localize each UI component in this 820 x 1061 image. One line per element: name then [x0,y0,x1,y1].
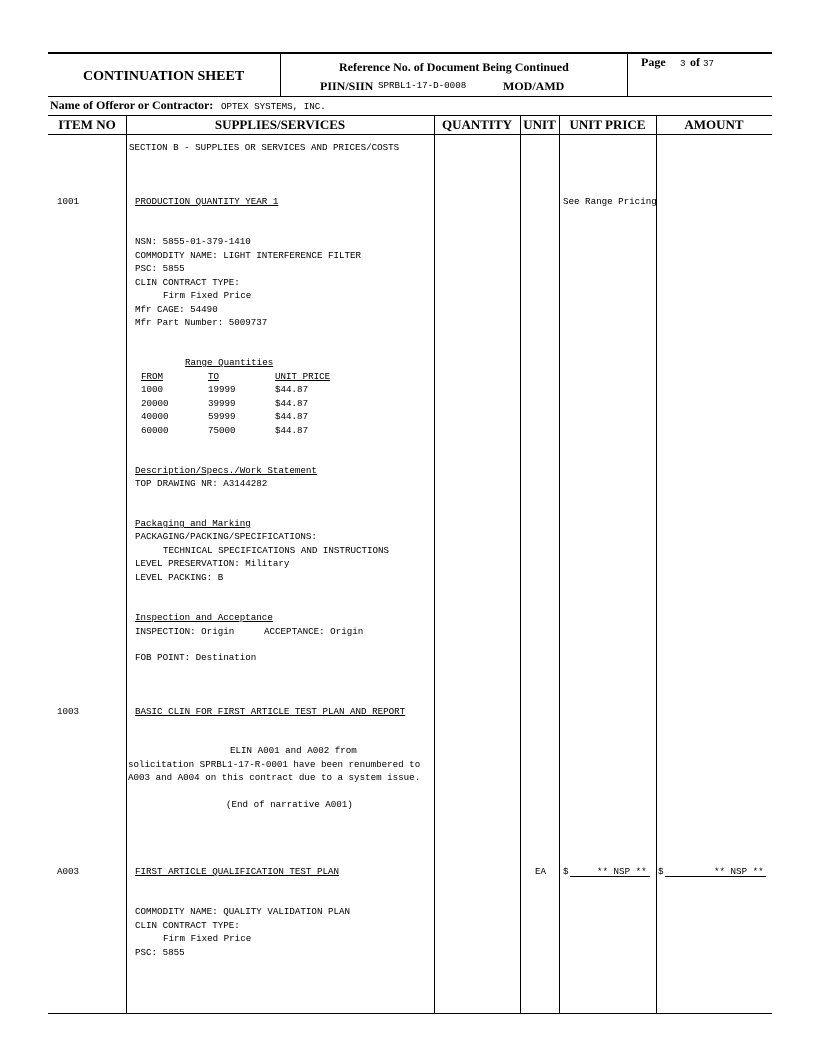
narrative-line-1: ELIN A001 and A002 from [230,745,357,756]
item-a003-psc: PSC: 5855 [135,947,185,958]
piin-label: PIIN/SIIN [320,79,374,93]
item-a003-unit: EA [535,866,547,877]
page-label: Page [641,55,666,69]
range-row-from: 40000 [141,411,169,422]
col-rule-2 [434,115,435,1013]
item-a003-title: FIRST ARTICLE QUALIFICATION TEST PLAN [135,866,339,877]
header-bottom-rule [48,96,772,97]
item-1001-mfr-part: Mfr Part Number: 5009737 [135,317,268,328]
range-row-to: 19999 [208,384,236,395]
acceptance: ACCEPTANCE: Origin [264,626,364,637]
col-amount: AMOUNT [684,117,744,132]
range-header-from: FROM [141,371,164,382]
item-a003-clin-type: Firm Fixed Price [163,933,252,944]
header-divider-2 [627,52,628,96]
range-row-from: 60000 [141,425,169,436]
columns-top-rule [48,115,772,116]
item-1001-commodity: COMMODITY NAME: LIGHT INTERFERENCE FILTER [135,250,362,261]
item-1001-psc: PSC: 5855 [135,263,185,274]
item-a003-unit-price-dollar: $ [563,866,569,877]
col-supplies: SUPPLIES/SERVICES [214,117,346,132]
inspection: INSPECTION: Origin [135,626,235,637]
item-1001-nsn: NSN: 5855-01-379-1410 [135,236,251,247]
range-row-to: 75000 [208,425,236,436]
offeror-label: Name of Offeror or Contractor: [50,98,214,112]
col-unit: UNIT [523,117,556,132]
col-quantity: QUANTITY [441,117,513,132]
header-top-rule [48,52,772,54]
range-row-price: $44.87 [275,384,309,395]
narrative-line-3: A003 and A004 on this contract due to a system issue. [128,772,421,783]
col-rule-5 [656,115,657,1013]
header-divider-1 [280,52,281,96]
item-a003-number: A003 [57,866,80,877]
narrative-end: (End of narrative A001) [226,799,353,810]
item-1001-clin-type-label: CLIN CONTRACT TYPE: [135,277,240,288]
top-drawing: TOP DRAWING NR: A3144282 [135,478,268,489]
inspection-title: Inspection and Acceptance [135,612,273,623]
col-item-no: ITEM NO [58,117,116,132]
item-1001-unit-price: See Range Pricing [563,196,657,207]
range-header-price: UNIT PRICE [275,371,331,382]
piin-value: SPRBL1-17-D-0008 [378,80,467,91]
modamd-label: MOD/AMD [503,79,565,93]
item-1001-number: 1001 [57,196,80,207]
packaging-title: Packaging and Marking [135,518,251,529]
item-a003-amount-dollar: $ [658,866,664,877]
page-total: 37 [703,58,715,69]
technical-specs: TECHNICAL SPECIFICATIONS AND INSTRUCTIONS [163,545,390,556]
item-1001-mfr-cage: Mfr CAGE: 54490 [135,304,218,315]
page-bottom-rule [48,1013,772,1014]
range-header-to: TO [208,371,220,382]
item-a003-clin-type-label: CLIN CONTRACT TYPE: [135,920,240,931]
description-title: Description/Specs./Work Statement [135,465,317,476]
item-1001-title: PRODUCTION QUANTITY YEAR 1 [135,196,279,207]
section-title: SECTION B - SUPPLIES OR SERVICES AND PRICES/COSTS [129,142,400,153]
col-rule-3 [520,115,521,1013]
page-number: 3 [680,58,686,69]
range-row-price: $44.87 [275,425,309,436]
level-packing: LEVEL PACKING: B [135,572,224,583]
col-unit-price: UNIT PRICE [569,117,646,132]
range-row-to: 39999 [208,398,236,409]
page-of-label: of [690,55,700,69]
col-rule-1 [126,115,127,1013]
item-1003-number: 1003 [57,706,80,717]
range-row-price: $44.87 [275,398,309,409]
item-a003-unit-price: ** NSP ** [597,866,647,877]
range-row-from: 1000 [141,384,164,395]
level-preservation: LEVEL PRESERVATION: Military [135,558,290,569]
columns-bottom-rule [48,134,772,135]
col-rule-4 [559,115,560,1013]
packaging-specs: PACKAGING/PACKING/SPECIFICATIONS: [135,531,317,542]
fob-point: FOB POINT: Destination [135,652,257,663]
sheet-title: CONTINUATION SHEET [83,69,245,84]
item-a003-commodity: COMMODITY NAME: QUALITY VALIDATION PLAN [135,906,351,917]
item-1001-clin-type: Firm Fixed Price [163,290,252,301]
item-1003-title: BASIC CLIN FOR FIRST ARTICLE TEST PLAN AND REPORT [135,706,406,717]
range-row-from: 20000 [141,398,169,409]
item-a003-amount: ** NSP ** [714,866,764,877]
range-title: Range Quantities [185,357,274,368]
range-row-price: $44.87 [275,411,309,422]
narrative-line-2: solicitation SPRBL1-17-R-0001 have been renumbered to [128,759,421,770]
range-row-to: 59999 [208,411,236,422]
reference-label: Reference No. of Document Being Continued [339,60,569,74]
offeror-value: OPTEX SYSTEMS, INC. [221,101,326,112]
